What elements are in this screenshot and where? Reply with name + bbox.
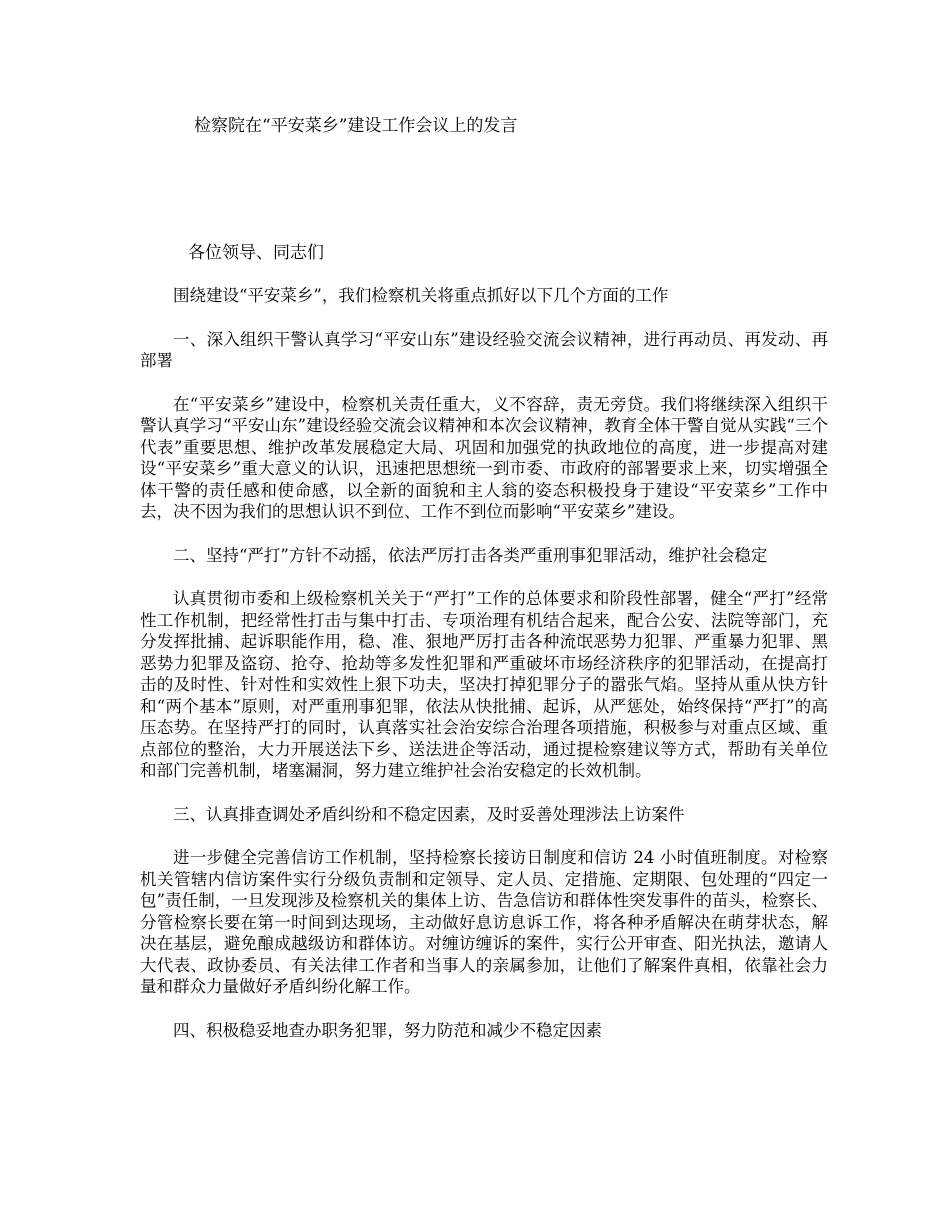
document-body [140, 285, 828, 1063]
section-heading-1: 一、深入组织干警认真学习“平安山东”建设经验交流会议精神，进行再动员、再发动、再部署 [140, 329, 828, 370]
section-heading-2: 二、坚持“严打”方针不动摇，依法严厉打击各类严重刑事犯罪活动，维护社会稳定 [173, 545, 768, 565]
section-paragraph-2: 认真贯彻市委和上级检察机关关于“严打”工作的总体要求和阶段性部署，健全“严打”经常性工作机制，把经常性打击与集中打击、专项治理有机结合起来，配合公安、法院等部门，充分发挥批捕、起诉职能作用，稳、准、狠地严厉打击各种流氓恶势力犯罪、严重暴力犯罪、黑恶势力犯罪及盗窃、抢夺、抢劫等多发性犯罪和严重破坏市场经济秩序的犯罪活动，在提高打击的及时性、针对性和实效性上狠下功夫，坚决打掉犯罪分子的嚣张气焰。坚持从重从快方针和“两个基本”原则，对严重刑事犯罪，依法从快批捕、起诉，从严惩处，始终保持“严打”的高压态势。在坚持严打的同时，认真落实社会治安综合治理各项措施，积极参与对重点区域、重点部位的整治，大力开展送法下乡、送法进企等活动，通过提检察建议等方式，帮助有关单位和部门完善机制，堵塞漏洞，努力建立维护社会治安稳定的长效机制。 [140, 589, 828, 780]
salutation: 各位领导、同志们 [188, 243, 324, 263]
section-heading-3: 三、认真排查调处矛盾纠纷和不稳定因素，及时妥善处理涉法上访案件 [173, 804, 685, 824]
section-paragraph-3: 进一步健全完善信访工作机制，坚持检察长接访日制度和信访 24 小时值班制度。对检察机关管辖内信访案件实行分级负责制和定领导、定人员、定措施、定期限、包处理的“四定一包”责任制，一旦发现涉及检察机关的集体上访、告急信访和群体性突发事件的苗头，检察长、分管检察长要在第一时间到达现场，主动做好息访息诉工作，将各种矛盾解决在萌芽状态，解决在基层，避免酿成越级访和群体访。对缠访缠诉的案件，实行公开审查、阳光执法，邀请人大代表、政协委员、有关法律工作者和当事人的亲属参加，让他们了解案件真相，依靠社会力量和群众力量做好矛盾纠纷化解工作。 [140, 848, 828, 996]
document-title: 检察院在“平安菜乡”建设工作会议上的发言 [194, 116, 518, 136]
section-heading-4: 四、积极稳妥地查办职务犯罪，努力防范和减少不稳定因素 [173, 1020, 602, 1040]
section-paragraph-1: 在“平安菜乡”建设中，检察机关责任重大，义不容辞，责无旁贷。我们将继续深入组织干警认真学习“平安山东”建设经验交流会议精神和本次会议精神，教育全体干警自觉从实践“三个代表”重要思想、维护改革发展稳定大局、巩固和加强党的执政地位的高度，进一步提高对建设“平安菜乡”重大意义的认识，迅速把思想统一到市委、市政府的部署要求上来，切实增强全体干警的责任感和使命感，以全新的面貌和主人翁的姿态积极投身于建设“平安菜乡”工作中去，决不因为我们的思想认识不到位、工作不到位而影响“平安菜乡”建设。 [140, 394, 828, 521]
intro-paragraph: 围绕建设“平安菜乡”，我们检察机关将重点抓好以下几个方面的工作 [173, 286, 669, 305]
